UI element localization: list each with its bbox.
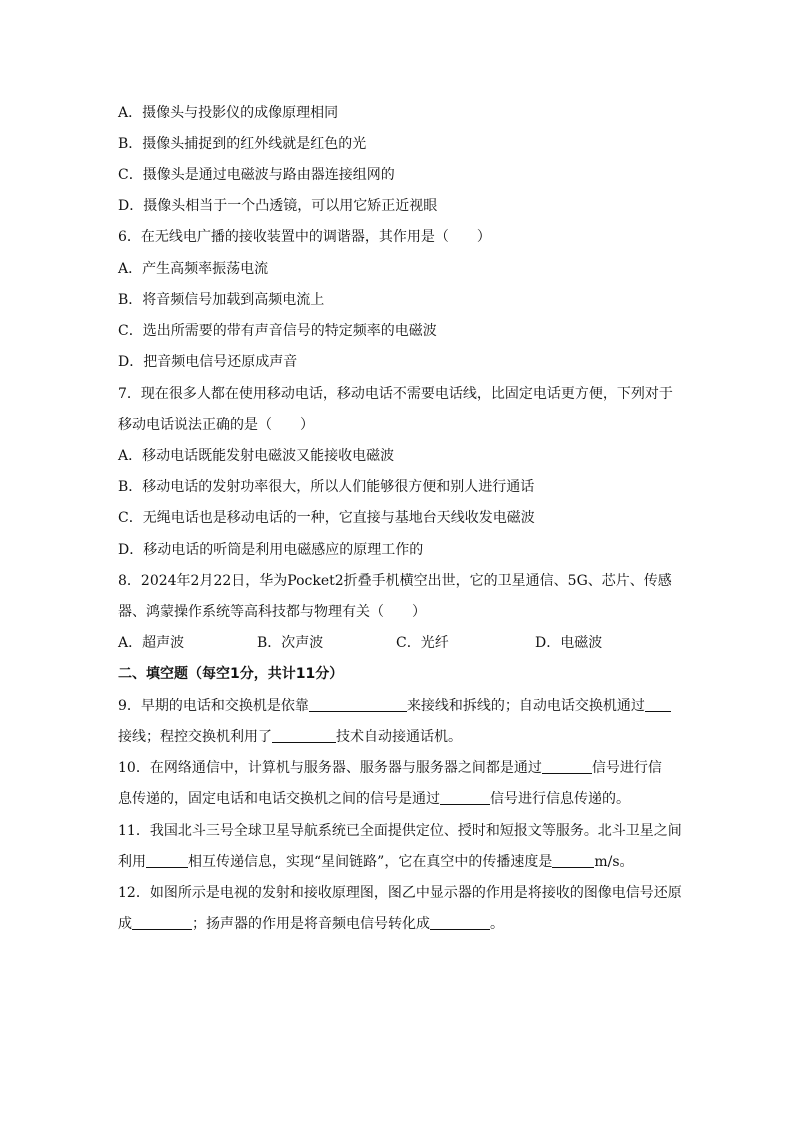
q9-text-4: 技术自动接通话机。 bbox=[336, 729, 462, 745]
q8-stem-line1: 8．2024年2月22日，华为Pocket2折叠手机横空出世，它的卫星通信、5G、芯片、传感 bbox=[118, 573, 672, 589]
q11-text-4: m/s。 bbox=[594, 854, 634, 870]
q7-option-b: B．移动电话的发射功率很大，所以人们能够很方便和别人进行通话 bbox=[118, 479, 535, 495]
q10-blank-1[interactable] bbox=[542, 759, 592, 774]
q9-text-1: 9．早期的电话和交换机是依靠 bbox=[118, 698, 309, 714]
q10-text-4: 信号进行信息传递的。 bbox=[490, 791, 630, 807]
q8-option-c: C．光纤 bbox=[396, 635, 449, 651]
q5-option-d: D．摄像头相当于一个凸透镜，可以用它矫正近视眼 bbox=[118, 198, 438, 214]
q7-option-a: A．移动电话既能发射电磁波又能接收电磁波 bbox=[118, 448, 395, 464]
q10-blank-2[interactable] bbox=[440, 790, 490, 805]
q8-options-row bbox=[118, 633, 678, 653]
q10-line1 bbox=[118, 758, 678, 778]
q8-option-d: D．电磁波 bbox=[535, 635, 603, 651]
q6-option-a: A．产生高频率振荡电流 bbox=[118, 261, 269, 277]
q12-line2 bbox=[118, 914, 678, 934]
q7-stem-line1: 7．现在很多人都在使用移动电话，移动电话不需要电话线，比固定电话更方便，下列对于 bbox=[118, 386, 673, 402]
q8-stem-line2: 器、鸿蒙操作系统等高科技都与物理有关（ ） bbox=[118, 604, 426, 620]
q12-text-4: 。 bbox=[490, 916, 504, 932]
q6-stem: 6．在无线电广播的接收装置中的调谐器，其作用是（ ） bbox=[118, 229, 491, 245]
q5-option-c: C．摄像头是通过电磁波与路由器连接组网的 bbox=[118, 167, 395, 183]
q12-blank-2[interactable] bbox=[430, 915, 490, 930]
q10-text-2: 信号进行信 bbox=[591, 760, 662, 776]
q7-option-d: D．移动电话的听筒是利用电磁感应的原理工作的 bbox=[118, 542, 424, 558]
q11-text-2: 利用 bbox=[118, 854, 146, 870]
q9-text-3: 接线；程控交换机利用了 bbox=[118, 729, 272, 745]
q11-text-3: 相互传递信息，实现“星间链路”，它在真空中的传播速度是 bbox=[188, 854, 553, 870]
section-heading-fill-in: 二、填空题（每空1分，共计11分） bbox=[118, 666, 344, 682]
q8-option-a: A．超声波 bbox=[118, 635, 185, 651]
q12-text-2: 成 bbox=[118, 916, 132, 932]
q11-line2 bbox=[118, 852, 678, 872]
q9-blank-2[interactable] bbox=[645, 697, 671, 712]
q7-option-c: C．无绳电话也是移动电话的一种，它直接与基地台天线收发电磁波 bbox=[118, 510, 535, 526]
q10-text-3: 息传递的，固定电话和电话交换机之间的信号是通过 bbox=[118, 791, 440, 807]
q6-option-d: D．把音频电信号还原成声音 bbox=[118, 354, 298, 370]
q5-option-a: A．摄像头与投影仪的成像原理相同 bbox=[118, 105, 339, 121]
q9-blank-3[interactable] bbox=[272, 728, 336, 743]
q12-text-3: ；扬声器的作用是将音频电信号转化成 bbox=[192, 916, 430, 932]
q6-option-c: C．选出所需要的带有声音信号的特定频率的电磁波 bbox=[118, 323, 437, 339]
q11-line1: 11．我国北斗三号全球卫星导航系统已全面提供定位、授时和短报文等服务。北斗卫星之间 bbox=[118, 823, 682, 839]
q11-blank-2[interactable] bbox=[552, 853, 594, 868]
q9-line2 bbox=[118, 727, 678, 747]
q9-blank-1[interactable] bbox=[309, 697, 407, 712]
q11-blank-1[interactable] bbox=[146, 853, 188, 868]
q9-line1 bbox=[118, 696, 678, 716]
q12-blank-1[interactable] bbox=[132, 915, 192, 930]
q10-text-1: 10．在网络通信中，计算机与服务器、服务器与服务器之间都是通过 bbox=[118, 760, 542, 776]
q9-text-2: 来接线和拆线的；自动电话交换机通过 bbox=[406, 698, 645, 714]
q8-option-b: B．次声波 bbox=[257, 635, 324, 651]
q12-line1: 12．如图所示是电视的发射和接收原理图，图乙中显示器的作用是将接收的图像电信号还原 bbox=[118, 885, 682, 901]
q6-option-b: B．将音频信号加载到高频电流上 bbox=[118, 292, 325, 308]
q5-option-b: B．摄像头捕捉到的红外线就是红色的光 bbox=[118, 136, 367, 152]
q10-line2 bbox=[118, 789, 678, 809]
q7-stem-line2: 移动电话说法正确的是（ ） bbox=[118, 417, 314, 433]
